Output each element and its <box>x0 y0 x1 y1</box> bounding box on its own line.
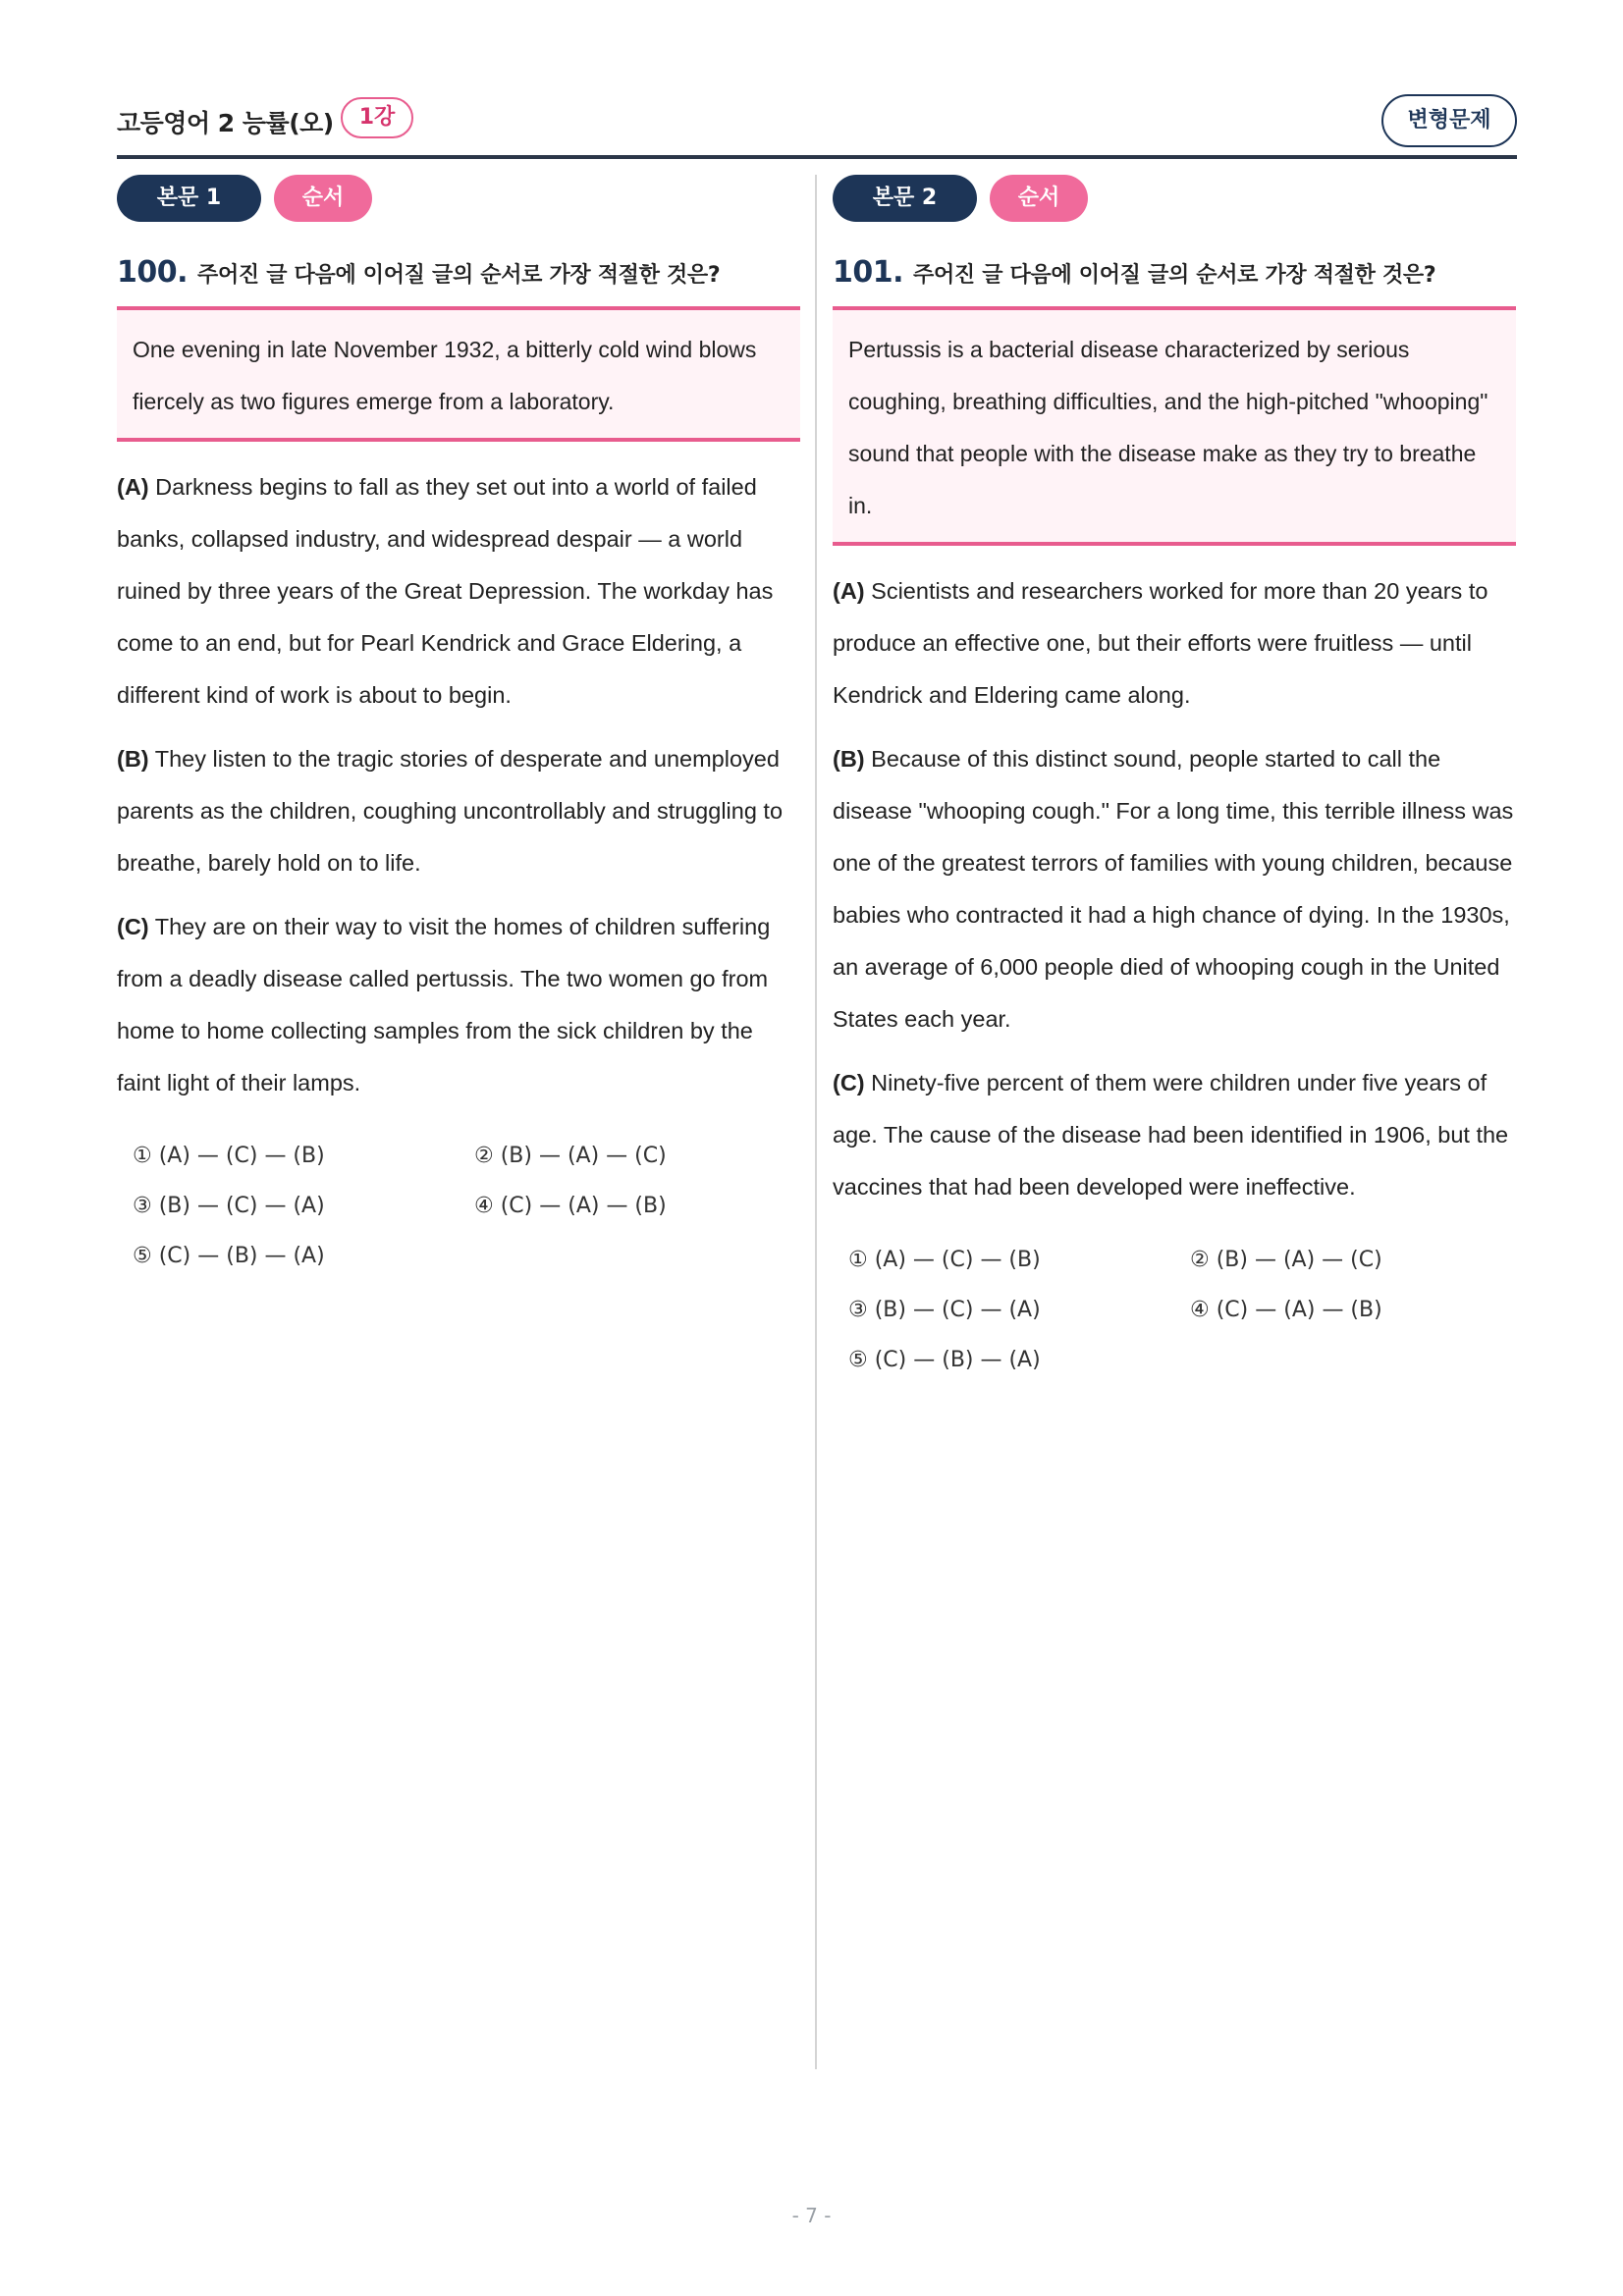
paragraph-b <box>117 733 800 889</box>
paragraph-label: (A) <box>833 578 865 604</box>
question-100 <box>117 175 800 1281</box>
header-divider <box>117 155 1517 159</box>
choice-3[interactable]: ③ (B) — (C) — (A) <box>848 1298 1041 1322</box>
paragraph-label: (B) <box>117 746 149 772</box>
question-tags <box>117 175 800 222</box>
question-tags <box>833 175 1516 222</box>
choice-2[interactable]: ② (B) — (A) — (C) <box>474 1144 667 1168</box>
paragraph-label: (A) <box>117 474 149 500</box>
choice-1[interactable]: ① (A) — (C) — (B) <box>133 1144 325 1168</box>
paragraph-text: They listen to the tragic stories of desperate and unemployed parents as the children, coughing uncontrollably and struggling to breathe, barely hold on to life. <box>117 746 784 876</box>
paragraph-text: They are on their way to visit the homes of children suffering from a deadly disease called pertussis. The two women go from home to home collecting samples from the sick children by the faint light of their lamps. <box>117 914 771 1095</box>
choice-4[interactable]: ④ (C) — (A) — (B) <box>1190 1298 1382 1322</box>
section-tag: 본문 1 <box>117 175 261 222</box>
question-prompt: 주어진 글 다음에 이어질 글의 순서로 가장 적절한 것은? <box>913 263 1436 288</box>
paragraph-a <box>117 461 800 721</box>
given-passage: One evening in late November 1932, a bitterly cold wind blows fiercely as two figures emerge from a laboratory. <box>117 306 800 442</box>
answer-choices <box>117 1131 800 1281</box>
answer-choices <box>833 1235 1516 1385</box>
page-header <box>117 94 1517 159</box>
type-tag: 순서 <box>274 175 372 222</box>
column-divider <box>815 175 817 2069</box>
book-title: 고등영어 2 능률(오) <box>117 109 334 137</box>
question-number: 101. <box>833 255 904 290</box>
paragraph-text: Scientists and researchers worked for more than 20 years to produce an effective one, but their efforts were fruitless — until Kendrick and Eldering came along. <box>833 578 1488 708</box>
paragraph-c <box>117 901 800 1109</box>
paragraph-label: (C) <box>117 914 149 939</box>
paragraph-text: Because of this distinct sound, people started to call the disease "whooping cough." For a long time, this terrible illness was one of the greatest terrors of families with young children, because babies who contracted it had a high chance of dying. In the 1930s, an average of 6,000 people died of whooping cough in the United States each year. <box>833 746 1514 1032</box>
choice-2[interactable]: ② (B) — (A) — (C) <box>1190 1248 1382 1272</box>
paragraph-a <box>833 565 1516 721</box>
lesson-badge: 1강 <box>341 97 413 138</box>
paragraph-label: (C) <box>833 1070 865 1095</box>
choice-1[interactable]: ① (A) — (C) — (B) <box>848 1248 1041 1272</box>
paragraph-text: Ninety-five percent of them were children under five years of age. The cause of the disease had been identified in 1906, but the vaccines that had been developed were ineffective. <box>833 1070 1509 1200</box>
question-101 <box>833 175 1516 1385</box>
question-number: 100. <box>117 255 189 290</box>
question-title <box>117 255 800 294</box>
paragraph-b <box>833 733 1516 1045</box>
paragraph-text: Darkness begins to fall as they set out into a world of failed banks, collapsed industry, and widespread despair — a world ruined by three years of the Great Depression. The workday has come to an end, but for Pearl Kendrick and Grace Eldering, a different kind of work is about to begin. <box>117 474 774 708</box>
paragraph-c <box>833 1057 1516 1213</box>
question-type-badge: 변형문제 <box>1381 94 1517 147</box>
choice-5[interactable]: ⑤ (C) — (B) — (A) <box>848 1348 1041 1372</box>
type-tag: 순서 <box>990 175 1088 222</box>
question-prompt: 주어진 글 다음에 이어질 글의 순서로 가장 적절한 것은? <box>197 263 721 288</box>
paragraph-label: (B) <box>833 746 865 772</box>
choice-5[interactable]: ⑤ (C) — (B) — (A) <box>133 1244 325 1268</box>
section-tag: 본문 2 <box>833 175 977 222</box>
given-passage: Pertussis is a bacterial disease characterized by serious coughing, breathing difficulties, and the high-pitched "whooping" sound that people with the disease make as they try to breathe in. <box>833 306 1516 546</box>
question-title <box>833 255 1516 294</box>
choice-4[interactable]: ④ (C) — (A) — (B) <box>474 1194 667 1218</box>
choice-3[interactable]: ③ (B) — (C) — (A) <box>133 1194 325 1218</box>
page-number: - 7 - <box>791 2204 832 2227</box>
